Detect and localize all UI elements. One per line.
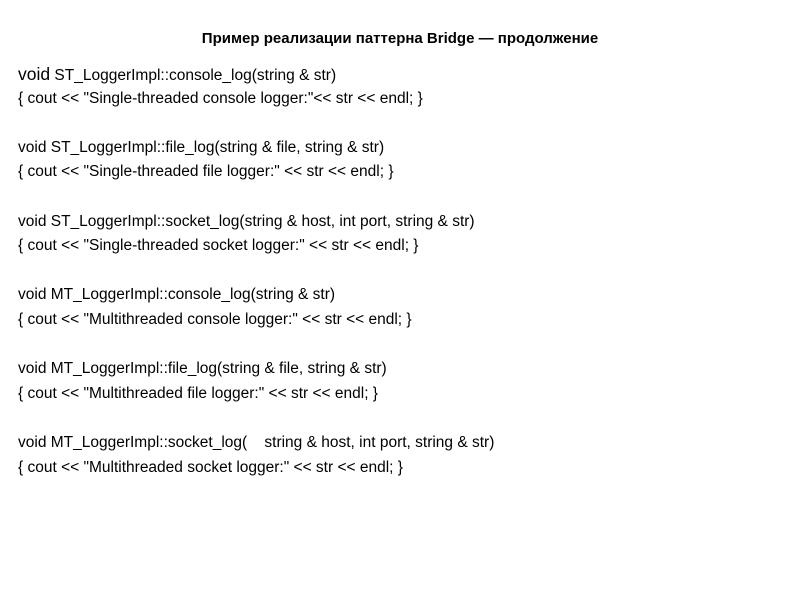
blank-line bbox=[18, 259, 788, 284]
code-line: { cout << "Multithreaded console logger:" << str << endl; } bbox=[18, 310, 412, 328]
slide-title: Пример реализации паттерна Bridge — продолжение bbox=[201, 30, 599, 47]
code-line: void ST_LoggerImpl::file_log(string & file, string & str) bbox=[18, 138, 385, 156]
void-keyword: void bbox=[18, 64, 51, 84]
code-line: void ST_LoggerImpl::socket_log(string & host, int port, string & str) bbox=[18, 212, 475, 230]
code-line: void MT_LoggerImpl::file_log(string & file, string & str) bbox=[18, 360, 387, 378]
code-block bbox=[18, 62, 788, 480]
code-line-text: ST_LoggerImpl::console_log(string & str) bbox=[50, 67, 337, 84]
code-line: { cout << "Single-threaded console logger:"<< str << endl; } bbox=[18, 89, 423, 107]
code-line: { cout << "Multithreaded file logger:" << str << endl; } bbox=[18, 384, 378, 402]
code-line: void MT_LoggerImpl::socket_log( string & host, int port, string & str) bbox=[18, 433, 495, 451]
blank-line bbox=[18, 333, 788, 358]
blank-line bbox=[18, 185, 788, 210]
blank-line bbox=[18, 406, 788, 431]
blank-line bbox=[18, 111, 788, 136]
code-line bbox=[18, 62, 788, 87]
code-line: { cout << "Single-threaded socket logger:" << str << endl; } bbox=[18, 237, 419, 255]
code-line: void MT_LoggerImpl::console_log(string & str) bbox=[18, 286, 336, 304]
code-line: { cout << "Single-threaded file logger:" << str << endl; } bbox=[18, 163, 394, 181]
code-line: { cout << "Multithreaded socket logger:" << str << endl; } bbox=[18, 458, 403, 476]
